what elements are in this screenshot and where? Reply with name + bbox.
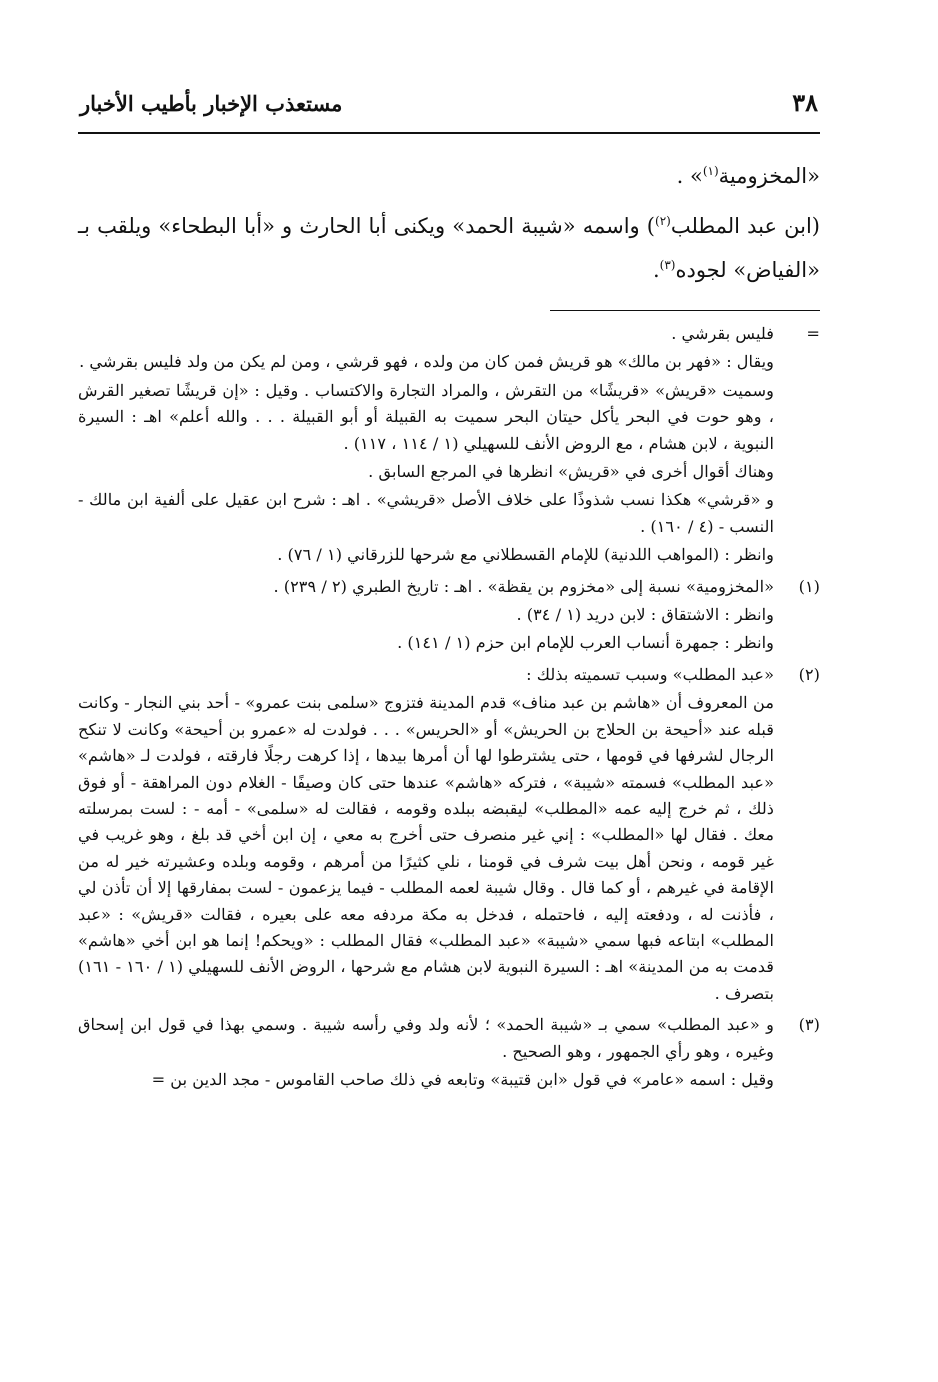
footnote-number: (٣): [798, 1015, 820, 1035]
main-paragraph-2: [78, 204, 820, 292]
footnote-line: فليس بقرشي .: [671, 324, 774, 343]
footnote-separator: [550, 310, 820, 311]
footnote-line: و «قرشي» هكذا نسب شذوذًا على خلاف الأصل «قريشي» . اهـ : شرح ابن عقيل على ألفية ابن مالك - النسب - (٤ / ١٦٠) .: [78, 490, 774, 536]
footnote-line: وانظر : (المواهب اللدنية) للإمام القسطلاني مع شرحها للزرقاني (١ / ٧٦) .: [277, 545, 774, 565]
footnote-line: و «عبد المطلب» سمي بـ «شيبة الحمد» ؛ لأنه ولد وفي رأسه شيبة . وسمي بهذا في قول ابن إسحاق وغيره ، وهو رأي الجمهور ، وهو الصحيح .: [78, 1015, 774, 1061]
footnote-line: وسميت «قريش» «قريشًا» من التقرش ، والمراد التجارة والاكتساب . وقيل : «إن قريشًا تصغير القرش ، وهو حوت في البحر يأكل حيتان البحر سميت به القبيلة أو أبو القبيلة . . . والله أعلم» اهـ : السيرة النبوية ، لابن هشام ، مع الروض الأنف للسهيلي (١ / ١١٤ ، ١١٧) .: [78, 380, 774, 453]
footnote-number: (١): [798, 576, 820, 596]
footnote-2: [78, 662, 820, 1009]
main-text-fragment: «المخزومية: [718, 164, 820, 188]
main-text-fragment: .: [652, 258, 660, 282]
footnote-body: [78, 574, 774, 659]
footnote-1: [78, 574, 820, 659]
footnote-line: وهناك أقوال أخرى في «قريش» انظرها في المرجع السابق .: [368, 462, 774, 482]
footnote-body: [78, 662, 774, 1009]
running-title: مستعذب الإخبار بأطيب الأخبار: [80, 91, 343, 116]
main-line-1: [78, 154, 820, 198]
page-number: ٣٨: [792, 88, 818, 117]
main-text-fragment: » .: [676, 164, 703, 188]
footnote-body: [78, 321, 774, 571]
footnote-line: من المعروف أن «هاشم بن عبد مناف» قدم المدينة فتزوج «سلمى بنت عمرو» - أحد بني النجار - وكانت قبله عند «أحيحة بن الحلاج بن الحريش» أو «الحريس» . . . فولدت له «عمرو بن أحيحة» وكانت لا تنكح الرجال لشرفها في قومها ، حتى يشترطوا لها أن أمرها بيدها ، إذا كرهت رجلًا فارقته ، فولدت لـ «هاشم» «عبد المطلب» فسمته «شيبة» ، فتركه «هاشم» عندها حتى كان وصيفًا - الغلام دون المراهقة - أو فوق ذلك ، ثم خرج إليه عمه «المطلب» ليقبضه ببلده وقومه ، فقالت له «سلمى» - أمه - : لست بمرسلته معك . فقال لها «المطلب» : إني غير منصرف حتى أخرج به معي ، إن ابن أخي قد بلغ ، وهو غريب في غير قومه ، ونحن أهل بيت شرف في قومنا ، نلي كثيرًا من أمرهم ، وقومه وبلده وعشيرته خير له من الإقامة في غيرهم ، أو كما قال . وقال شيبة لعمه المطلب - فيما يزعمون - لست بمفارقها إلا أن تأذن لي ، فأذنت له ، ودفعته إليه ، فاحتمله ، فدخل به مكة مردفه معه على بعيره ، فقالت «قريش» : «عبد المطلب» ابتاعه فبها سمي «شيبة» «عبد المطلب» فقال المطلب : «ويحكم! إنما هو ابن أخي «هاشم» قدمت به من المدينة» اهـ : السيرة النبوية لابن هشام مع شرحها ، الروض الأنف للسهيلي (١ / ١٦٠ - ١٦١) بتصرف .: [78, 693, 774, 1003]
footnote-ref-2[interactable]: (٢): [655, 214, 671, 228]
footnote-line: «المخزومية» نسبة إلى «مخزوم بن يقظة» . اهـ : تاريخ الطبري (٢ / ٢٣٩) .: [273, 576, 774, 596]
footnote-body: [78, 1012, 774, 1095]
footnote-line: ويقال : «فهر بن مالك» هو قريش فمن كان من ولده ، فهو قرشي ، ومن لم يكن من ولد فليس بقرشي .: [79, 352, 774, 372]
main-text-fragment: ) واسمه «شيبة الحمد» ويكنى أبا الحارث و «أبا البطحاء» ويلقب بـ «الفياض» لجوده: [78, 214, 820, 282]
page-header: [78, 88, 820, 134]
footnote-line: وانظر : جمهرة أنساب العرب للإمام ابن حزم (١ / ١٤١) .: [397, 633, 774, 653]
footnotes-section: [78, 321, 820, 1095]
footnote-3: [78, 1012, 820, 1095]
footnote-continued: [78, 321, 820, 571]
footnote-line: «عبد المطلب» وسبب تسميته بذلك :: [526, 664, 774, 684]
book-page: [78, 88, 820, 1095]
main-text: [78, 154, 820, 292]
footnote-number: =: [806, 324, 820, 343]
footnote-line: وقيل : اسمه «عامر» في قول «ابن قتيبة» وتابعه في ذلك صاحب القاموس - مجد الدين بن =: [151, 1069, 774, 1089]
footnote-ref-1[interactable]: (١): [702, 164, 719, 178]
footnote-line: وانظر : الاشتقاق : لابن دريد (١ / ٣٤) .: [516, 605, 774, 625]
footnote-ref-3[interactable]: (٣): [659, 258, 676, 272]
footnote-number: (٢): [798, 664, 820, 684]
main-text-fragment: (ابن عبد المطلب: [670, 214, 820, 238]
